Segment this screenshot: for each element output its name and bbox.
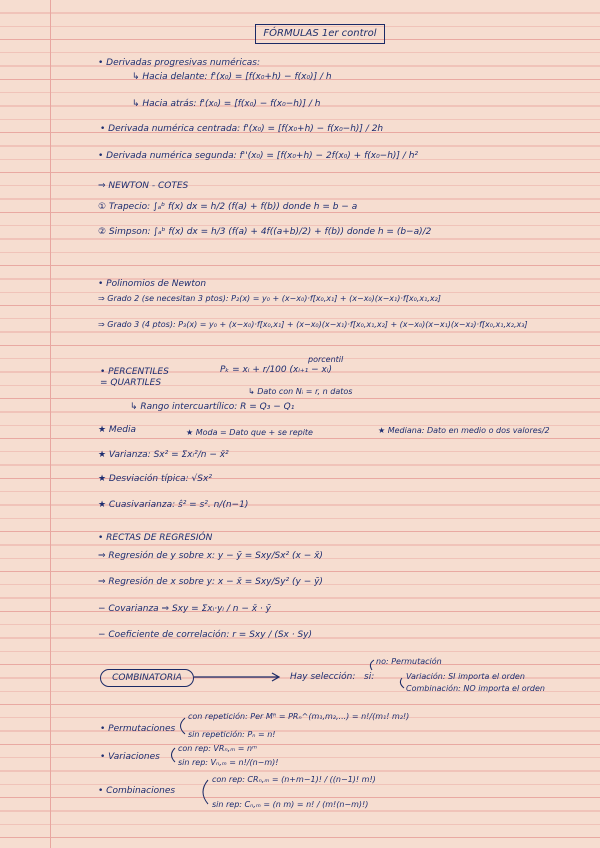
si-label: si: bbox=[364, 672, 375, 682]
reg-xy: ⇒ Regresión de x sobre y: x − x̄ = Sxy/Sy² (y − ȳ) bbox=[98, 577, 323, 587]
comb-con: con rep: CRₙ,ₘ = (n+m−1)! / ((n−1)! m!) bbox=[212, 775, 376, 784]
deriv-second: • Derivada numérica segunda: f''(x₀) = [f(x₀+h) − 2f(x₀) + f(x₀−h)] / h² bbox=[98, 151, 419, 161]
arrow-head bbox=[272, 673, 279, 681]
comb-brace bbox=[203, 780, 208, 804]
reg-yx: ⇒ Regresión de y sobre x: y − ȳ = Sxy/Sx² (x − x̄) bbox=[98, 551, 323, 561]
deriv-forward: ↳ Hacia delante: f'(x₀) = [f(x₀+h) − f(x₀)] / h bbox=[132, 72, 332, 82]
varianza: ★ Varianza: Sx² = Σxᵢ²/n − x̄² bbox=[98, 450, 229, 460]
combinatoria-box: COMBINATORIA bbox=[100, 669, 194, 687]
percentil-formula: Pₖ = xᵢ + r/100 (xᵢ₊₁ − xᵢ) bbox=[220, 365, 333, 375]
perm-brace bbox=[181, 718, 186, 734]
covarianza: − Covarianza ⇒ Sxy = Σxᵢ·yᵢ / n − x̄ · ȳ bbox=[98, 604, 271, 614]
deriv-backward: ↳ Hacia atrás: f'(x₀) = [f(x₀) − f(x₀−h)] / h bbox=[132, 99, 321, 109]
desviacion: ★ Desviación típica: √Sx² bbox=[98, 474, 212, 484]
grado3: ⇒ Grado 3 (4 ptos): P₃(x) = y₀ + (x−x₀)·f[x₀,x₁] + (x−x₀)(x−x₁)·f[x₀,x₁,x₂] + (x−x₀)(x−x₁)(x−x₂)·f[x₀,x₁,x₂,x₃] bbox=[98, 320, 528, 329]
perm-sin: sin repetición: Pₙ = n! bbox=[188, 730, 276, 739]
branch-brace bbox=[370, 660, 374, 670]
page-title: FÓRMULAS 1er control bbox=[255, 24, 385, 44]
deriv-central: • Derivada numérica centrada: f'(x₀) = [f(x₀+h) − f(x₀−h)] / 2h bbox=[100, 124, 384, 134]
percentiles: • PERCENTILES = QUARTILES bbox=[100, 367, 169, 388]
moda: ★ Moda = Dato que + se repite bbox=[186, 428, 313, 437]
combinacion-no: Combinación: NO importa el orden bbox=[406, 684, 545, 693]
newton-cotes: ⇒ NEWTON - COTES bbox=[98, 181, 189, 191]
cuasi: ★ Cuasivarianza: ŝ² = s². n/(n−1) bbox=[98, 500, 249, 510]
deriv-prog-header: • Derivadas progresivas numéricas: bbox=[98, 58, 261, 68]
combinaciones: • Combinaciones bbox=[98, 786, 176, 796]
perm-con: con repetición: Per Mᴿ = PRₙ^(m₁,m₂,...) = n!/(m₁! m₂!) bbox=[188, 712, 410, 721]
mediana: ★ Mediana: Dato en medio o dos valores/2 bbox=[378, 426, 550, 435]
var-brace bbox=[172, 748, 176, 762]
branch-brace-2 bbox=[400, 678, 404, 688]
comb-sin: sin rep: Cₙ,ₘ = (n m) = n! / (m!(n−m)!) bbox=[212, 800, 369, 809]
variaciones: • Variaciones bbox=[100, 752, 160, 762]
trapecio: ① Trapecio: ∫ₐᵇ f(x) dx = h/2 (f(a) + f(b)) donde h = b − a bbox=[98, 202, 358, 212]
percentil-note2: ↳ Dato con Nᵢ = r, n datos bbox=[248, 387, 353, 396]
media: ★ Media bbox=[98, 425, 136, 435]
var-con: con rep: VRₙ,ₘ = nᵐ bbox=[178, 744, 258, 753]
simpson: ② Simpson: ∫ₐᵇ f(x) dx = h/3 (f(a) + 4f((a+b)/2) + f(b)) donde h = (b−a)/2 bbox=[98, 227, 432, 237]
percentil-note: porcentil bbox=[308, 355, 344, 364]
no-perm: no: Permutación bbox=[376, 657, 442, 666]
variacion-si: Variación: SI importa el orden bbox=[406, 672, 525, 681]
regresion: • RECTAS DE REGRESIÓN bbox=[98, 533, 213, 543]
permutaciones: • Permutaciones bbox=[100, 724, 176, 734]
hay-seleccion: Hay selección: bbox=[290, 672, 356, 682]
rango: ↳ Rango intercuartílico: R = Q₃ − Q₁ bbox=[130, 402, 295, 412]
poli-newton: • Polinomios de Newton bbox=[98, 279, 207, 289]
margin-line bbox=[50, 0, 51, 848]
var-sin: sin rep: Vₙ,ₘ = n!/(n−m)! bbox=[178, 758, 279, 767]
grado2: ⇒ Grado 2 (se necesitan 3 ptos): P₂(x) = y₀ + (x−x₀)·f[x₀,x₁] + (x−x₀)(x−x₁)·f[x₀,x₁,x₂] bbox=[98, 294, 441, 303]
correlacion: − Coeficiente de correlación: r = Sxy / (Sx · Sy) bbox=[98, 630, 312, 640]
